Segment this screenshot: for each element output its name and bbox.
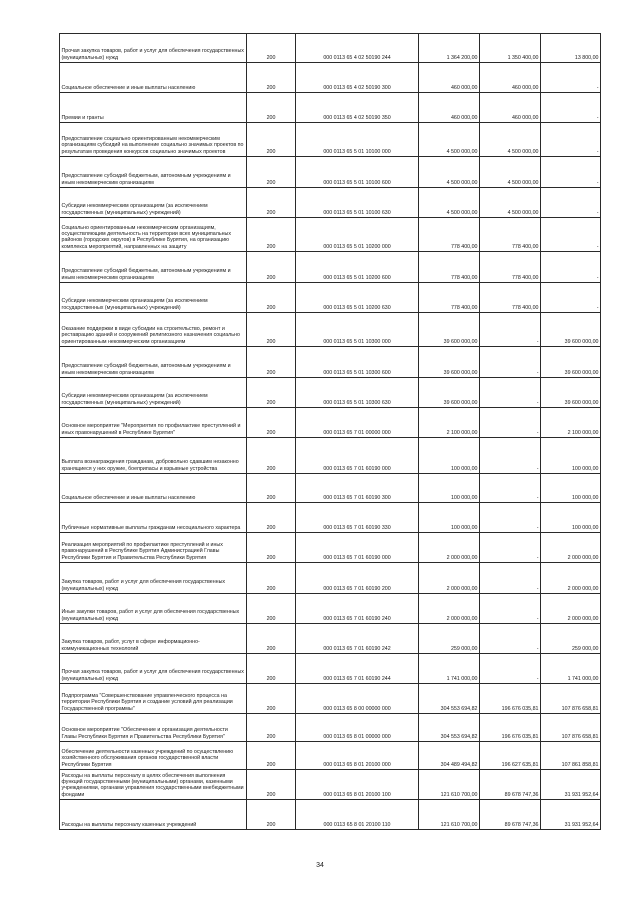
row-name: Публичные нормативные выплаты гражданам несоциального характера xyxy=(60,503,247,533)
row-classification-code: 000 0113 65 7 01 00000 000 xyxy=(296,408,419,438)
table-row xyxy=(60,63,601,93)
row-executed-amount: - xyxy=(480,347,541,378)
row-name: Предоставление субсидий бюджетным, автономным учреждениям и иным некоммерческим организациям xyxy=(60,157,247,188)
row-name: Субсидии некоммерческим организациям (за исключением государственных (муниципальных) учреждений) xyxy=(60,188,247,218)
row-unexecuted-amount: 31 931 952,64 xyxy=(541,770,601,800)
row-executed-amount: 196 676 035,81 xyxy=(480,684,541,714)
row-code: 200 xyxy=(247,188,296,218)
row-unexecuted-amount: 1 741 000,00 xyxy=(541,654,601,684)
row-unexecuted-amount: - xyxy=(541,252,601,283)
row-classification-code: 000 0113 65 5 01 10300 000 xyxy=(296,313,419,347)
row-classification-code: 000 0113 65 5 01 10100 000 xyxy=(296,123,419,157)
row-executed-amount: 4 500 000,00 xyxy=(480,157,541,188)
row-executed-amount: - xyxy=(480,654,541,684)
row-name: Социально ориентированным некоммерческим организациям, осуществляющим деятельность на территории всех муниципальных районов (городских округов) в Республике Бурятия, на организацию комплекса мероприятий, направленных на защиту xyxy=(60,218,247,252)
row-approved-amount: 100 000,00 xyxy=(419,503,480,533)
row-approved-amount: 304 489 494,82 xyxy=(419,742,480,770)
table-row xyxy=(60,438,601,474)
row-name: Обеспечение деятельности казенных учреждений по осуществлению хозяйственного обслуживания органов государственной власти Республики Бурятия xyxy=(60,742,247,770)
row-code: 200 xyxy=(247,474,296,503)
row-unexecuted-amount: 39 600 000,00 xyxy=(541,378,601,408)
row-code: 200 xyxy=(247,157,296,188)
row-code: 200 xyxy=(247,770,296,800)
row-classification-code: 000 0113 65 7 01 60190 330 xyxy=(296,503,419,533)
row-unexecuted-amount: 100 000,00 xyxy=(541,474,601,503)
row-approved-amount: 121 610 700,00 xyxy=(419,800,480,830)
row-approved-amount: 4 500 000,00 xyxy=(419,123,480,157)
table-row xyxy=(60,770,601,800)
table-row xyxy=(60,594,601,624)
row-unexecuted-amount: - xyxy=(541,93,601,123)
row-name: Оказание поддержки в виде субсидии на строительство, ремонт и реставрацию зданий и сооружений религиозного назначения социально ориентированным некоммерческим организациям xyxy=(60,313,247,347)
row-classification-code: 000 0113 65 8 01 20100 000 xyxy=(296,742,419,770)
row-approved-amount: 2 100 000,00 xyxy=(419,408,480,438)
row-executed-amount: 196 676 035,81 xyxy=(480,714,541,742)
row-name: Предоставление субсидий бюджетным, автономным учреждениям и иным некоммерческим организациям xyxy=(60,347,247,378)
row-unexecuted-amount: - xyxy=(541,157,601,188)
row-approved-amount: 460 000,00 xyxy=(419,93,480,123)
row-approved-amount: 4 500 000,00 xyxy=(419,188,480,218)
row-unexecuted-amount: 31 931 952,64 xyxy=(541,800,601,830)
row-approved-amount: 39 600 000,00 xyxy=(419,378,480,408)
row-executed-amount: 4 500 000,00 xyxy=(480,123,541,157)
table-row xyxy=(60,408,601,438)
row-code: 200 xyxy=(247,563,296,594)
row-name: Предоставление субсидий бюджетным, автономным учреждениям и иным некоммерческим организациям xyxy=(60,252,247,283)
row-code: 200 xyxy=(247,438,296,474)
row-code: 200 xyxy=(247,594,296,624)
row-name: Субсидии некоммерческим организациям (за исключением государственных (муниципальных) учреждений) xyxy=(60,378,247,408)
row-name: Закупка товаров, работ, услуг в сфере информационно-коммуникационных технологий xyxy=(60,624,247,654)
row-classification-code: 000 0113 65 7 01 60190 240 xyxy=(296,594,419,624)
row-name: Иные закупки товаров, работ и услуг для обеспечения государственных (муниципальных) нужд xyxy=(60,594,247,624)
row-unexecuted-amount: 2 000 000,00 xyxy=(541,533,601,563)
table-row xyxy=(60,624,601,654)
row-classification-code: 000 0113 65 7 01 60190 244 xyxy=(296,654,419,684)
row-classification-code: 000 0113 65 4 02 50190 244 xyxy=(296,34,419,63)
row-approved-amount: 2 000 000,00 xyxy=(419,594,480,624)
row-classification-code: 000 0113 65 8 01 00000 000 xyxy=(296,714,419,742)
row-unexecuted-amount: - xyxy=(541,123,601,157)
row-approved-amount: 1 364 200,00 xyxy=(419,34,480,63)
row-executed-amount: - xyxy=(480,533,541,563)
row-unexecuted-amount: - xyxy=(541,188,601,218)
table-row xyxy=(60,283,601,313)
row-unexecuted-amount: - xyxy=(541,218,601,252)
table-row xyxy=(60,714,601,742)
row-code: 200 xyxy=(247,714,296,742)
row-name: Реализация мероприятий по профилактике преступлений и иных правонарушений в Республике Бурятия Администрацией Главы Республики Бурятия и Правительства Республики Бурятия xyxy=(60,533,247,563)
row-executed-amount: 778 400,00 xyxy=(480,252,541,283)
row-name: Подпрограмма "Совершенствование управленческого процесса на территории Республики Бурятия и создание условий для реализации Государственной программы" xyxy=(60,684,247,714)
row-name: Расходы на выплаты персоналу в целях обеспечения выполнения функций государственными (муниципальными) органами, казенными учреждениями, органами управления государственными внебюджетными фондами xyxy=(60,770,247,800)
row-unexecuted-amount: 107 861 858,81 xyxy=(541,742,601,770)
row-classification-code: 000 0113 65 5 01 10200 630 xyxy=(296,283,419,313)
table-row xyxy=(60,563,601,594)
row-unexecuted-amount: 39 600 000,00 xyxy=(541,347,601,378)
row-executed-amount: - xyxy=(480,438,541,474)
table-row xyxy=(60,378,601,408)
row-approved-amount: 2 000 000,00 xyxy=(419,533,480,563)
row-code: 200 xyxy=(247,654,296,684)
table-row xyxy=(60,252,601,283)
row-name: Премии и гранты xyxy=(60,93,247,123)
row-executed-amount: - xyxy=(480,313,541,347)
row-executed-amount: 778 400,00 xyxy=(480,283,541,313)
table-row xyxy=(60,157,601,188)
row-approved-amount: 778 400,00 xyxy=(419,283,480,313)
table-row xyxy=(60,188,601,218)
row-name: Прочая закупка товаров, работ и услуг для обеспечения государственных (муниципальных) нужд xyxy=(60,654,247,684)
row-classification-code: 000 0113 65 5 01 10100 600 xyxy=(296,157,419,188)
row-unexecuted-amount: 100 000,00 xyxy=(541,438,601,474)
row-code: 200 xyxy=(247,624,296,654)
row-unexecuted-amount: 107 876 658,81 xyxy=(541,684,601,714)
row-approved-amount: 1 741 000,00 xyxy=(419,654,480,684)
row-unexecuted-amount: - xyxy=(541,63,601,93)
row-code: 200 xyxy=(247,63,296,93)
row-unexecuted-amount: - xyxy=(541,283,601,313)
page-number: 34 xyxy=(316,862,324,869)
row-approved-amount: 304 553 694,82 xyxy=(419,714,480,742)
row-executed-amount: 89 678 747,36 xyxy=(480,800,541,830)
row-classification-code: 000 0113 65 7 01 60190 000 xyxy=(296,438,419,474)
row-executed-amount: 778 400,00 xyxy=(480,218,541,252)
row-approved-amount: 2 000 000,00 xyxy=(419,563,480,594)
row-approved-amount: 39 600 000,00 xyxy=(419,313,480,347)
table-row xyxy=(60,684,601,714)
table-row xyxy=(60,503,601,533)
table-row xyxy=(60,742,601,770)
row-classification-code: 000 0113 65 8 01 20100 100 xyxy=(296,770,419,800)
table-row xyxy=(60,654,601,684)
row-unexecuted-amount: 2 000 000,00 xyxy=(541,594,601,624)
budget-execution-table xyxy=(59,33,601,830)
row-code: 200 xyxy=(247,313,296,347)
row-executed-amount: 1 350 400,00 xyxy=(480,34,541,63)
row-approved-amount: 778 400,00 xyxy=(419,218,480,252)
row-executed-amount: 196 627 635,81 xyxy=(480,742,541,770)
row-name: Основное мероприятие "Мероприятия по профилактике преступлений и иных правонарушений в Республике Бурятия" xyxy=(60,408,247,438)
row-unexecuted-amount: 107 876 658,81 xyxy=(541,714,601,742)
row-code: 200 xyxy=(247,408,296,438)
row-executed-amount: - xyxy=(480,408,541,438)
row-name: Прочая закупка товаров, работ и услуг для обеспечения государственных (муниципальных) нужд xyxy=(60,34,247,63)
row-classification-code: 000 0113 65 5 01 10200 000 xyxy=(296,218,419,252)
row-classification-code: 000 0113 65 7 01 60190 300 xyxy=(296,474,419,503)
row-executed-amount: - xyxy=(480,474,541,503)
row-approved-amount: 304 553 694,82 xyxy=(419,684,480,714)
row-approved-amount: 259 000,00 xyxy=(419,624,480,654)
table-row xyxy=(60,347,601,378)
row-code: 200 xyxy=(247,218,296,252)
row-classification-code: 000 0113 65 5 01 10200 600 xyxy=(296,252,419,283)
row-code: 200 xyxy=(247,252,296,283)
row-code: 200 xyxy=(247,684,296,714)
row-unexecuted-amount: 39 600 000,00 xyxy=(541,313,601,347)
table-row xyxy=(60,474,601,503)
row-approved-amount: 100 000,00 xyxy=(419,438,480,474)
row-classification-code: 000 0113 65 7 01 60190 000 xyxy=(296,533,419,563)
row-unexecuted-amount: 2 000 000,00 xyxy=(541,563,601,594)
row-code: 200 xyxy=(247,503,296,533)
row-classification-code: 000 0113 65 7 01 60190 200 xyxy=(296,563,419,594)
table-row xyxy=(60,218,601,252)
row-executed-amount: 89 678 747,36 xyxy=(480,770,541,800)
table-row xyxy=(60,800,601,830)
row-code: 200 xyxy=(247,123,296,157)
table-body xyxy=(60,34,601,830)
row-name: Основное мероприятие "Обеспечение и организация деятельности Главы Республики Бурятия и Правительства Республики Бурятия" xyxy=(60,714,247,742)
row-approved-amount: 39 600 000,00 xyxy=(419,347,480,378)
row-unexecuted-amount: 2 100 000,00 xyxy=(541,408,601,438)
row-classification-code: 000 0113 65 4 02 50190 300 xyxy=(296,63,419,93)
row-classification-code: 000 0113 65 5 01 10300 630 xyxy=(296,378,419,408)
row-unexecuted-amount: 13 800,00 xyxy=(541,34,601,63)
row-classification-code: 000 0113 65 7 01 60190 242 xyxy=(296,624,419,654)
row-name: Предоставление социально ориентированным некоммерческим организациям субсидий на выполнение социально значимых проектов по результатам проведения конкурсов социально значимых проектов xyxy=(60,123,247,157)
row-executed-amount: - xyxy=(480,378,541,408)
row-code: 200 xyxy=(247,742,296,770)
row-approved-amount: 4 500 000,00 xyxy=(419,157,480,188)
row-approved-amount: 100 000,00 xyxy=(419,474,480,503)
row-approved-amount: 778 400,00 xyxy=(419,252,480,283)
row-code: 200 xyxy=(247,533,296,563)
row-code: 200 xyxy=(247,378,296,408)
table-row xyxy=(60,123,601,157)
row-classification-code: 000 0113 65 5 01 10100 630 xyxy=(296,188,419,218)
row-executed-amount: - xyxy=(480,503,541,533)
table-row xyxy=(60,533,601,563)
row-name: Субсидии некоммерческим организациям (за исключением государственных (муниципальных) учреждений) xyxy=(60,283,247,313)
row-executed-amount: 460 000,00 xyxy=(480,93,541,123)
row-name: Социальное обеспечение и иные выплаты населению xyxy=(60,63,247,93)
table-row xyxy=(60,313,601,347)
row-approved-amount: 460 000,00 xyxy=(419,63,480,93)
row-unexecuted-amount: 259 000,00 xyxy=(541,624,601,654)
row-classification-code: 000 0113 65 5 01 10300 600 xyxy=(296,347,419,378)
row-unexecuted-amount: 100 000,00 xyxy=(541,503,601,533)
row-approved-amount: 121 610 700,00 xyxy=(419,770,480,800)
row-code: 200 xyxy=(247,283,296,313)
row-executed-amount: - xyxy=(480,594,541,624)
row-executed-amount: - xyxy=(480,624,541,654)
row-code: 200 xyxy=(247,93,296,123)
row-name: Выплата вознаграждения гражданам, добровольно сдавшим незаконно хранящиеся у них оружие, боеприпасы и взрывные устройства xyxy=(60,438,247,474)
row-classification-code: 000 0113 65 8 00 00000 000 xyxy=(296,684,419,714)
row-name: Расходы на выплаты персоналу казенных учреждений xyxy=(60,800,247,830)
table-row xyxy=(60,93,601,123)
row-executed-amount: - xyxy=(480,563,541,594)
row-code: 200 xyxy=(247,34,296,63)
table-row xyxy=(60,34,601,63)
row-code: 200 xyxy=(247,800,296,830)
row-classification-code: 000 0113 65 4 02 50190 350 xyxy=(296,93,419,123)
row-code: 200 xyxy=(247,347,296,378)
row-name: Социальное обеспечение и иные выплаты населению xyxy=(60,474,247,503)
row-executed-amount: 4 500 000,00 xyxy=(480,188,541,218)
row-classification-code: 000 0113 65 8 01 20100 110 xyxy=(296,800,419,830)
row-name: Закупка товаров, работ и услуг для обеспечения государственных (муниципальных) нужд xyxy=(60,563,247,594)
row-executed-amount: 460 000,00 xyxy=(480,63,541,93)
